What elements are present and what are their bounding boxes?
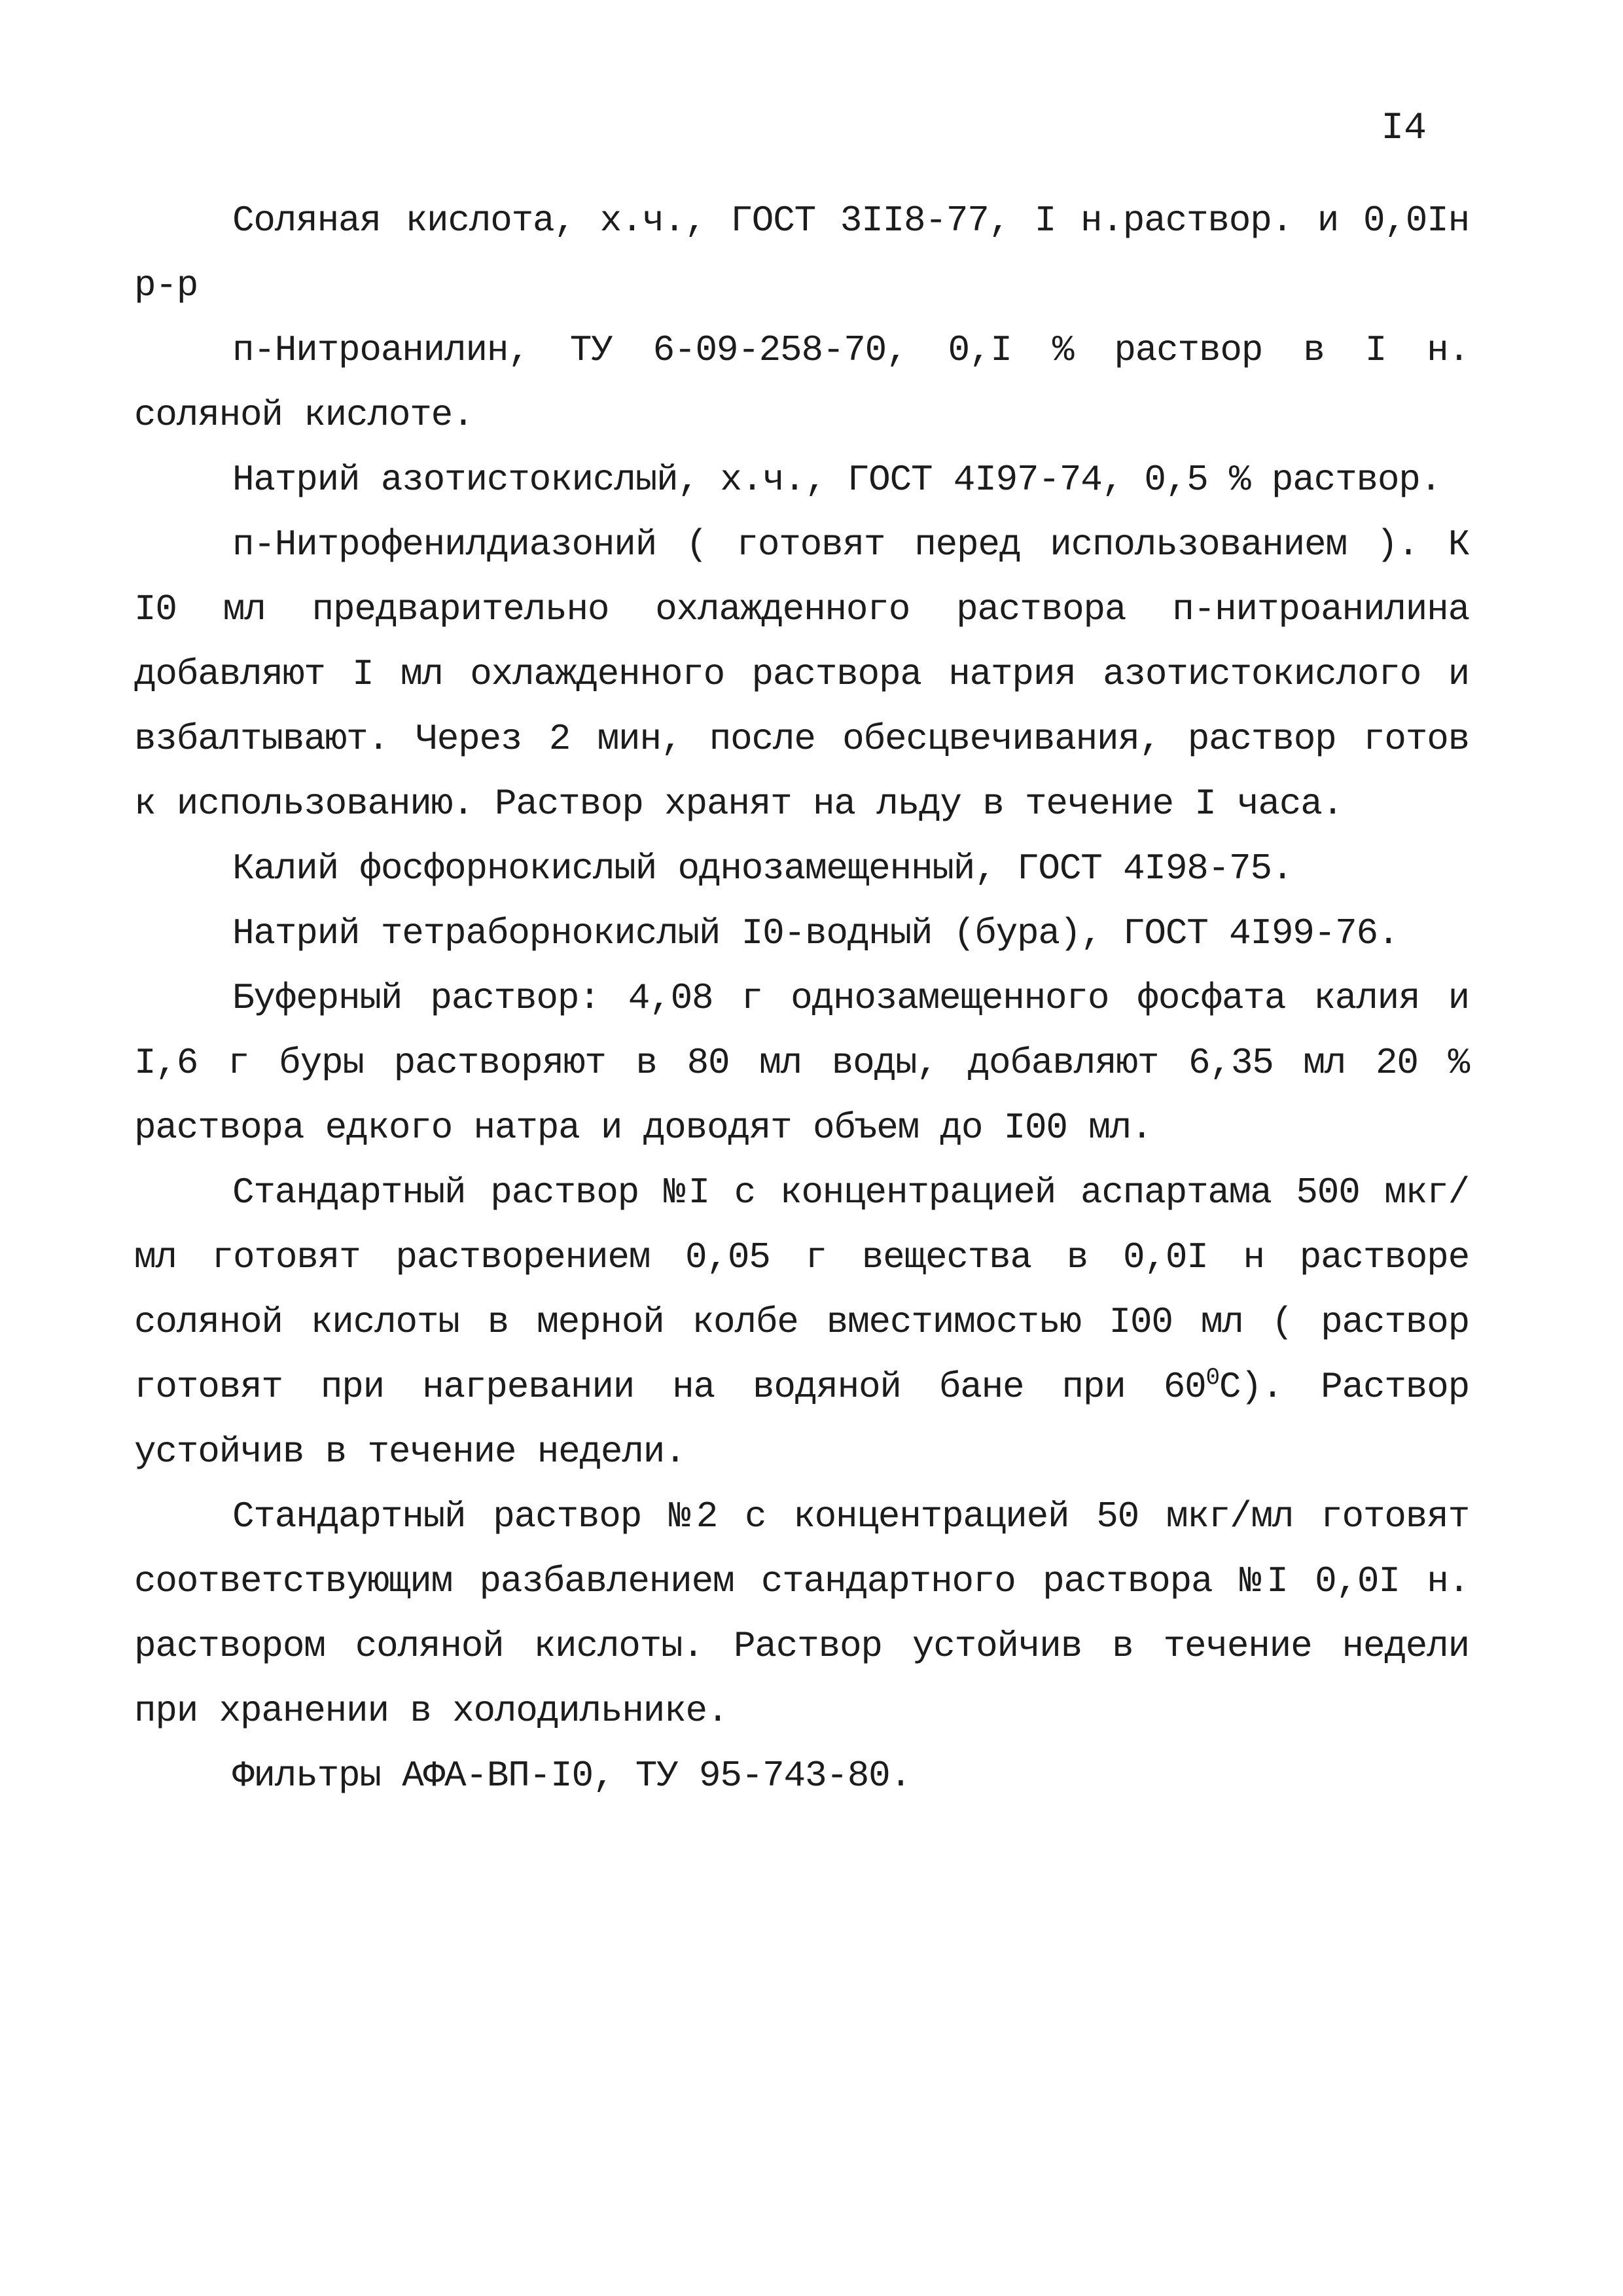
paragraph-nitroaniline: п-Нитроанилин, ТУ 6-09-258-70, 0,I % раствор в I н. соляной кислоте.	[134, 329, 1469, 436]
std1-text-after: С). Раствор устойчив в течение недели.	[134, 1366, 1469, 1473]
page-number: I4	[1381, 107, 1427, 150]
paragraph-filters: Фильтры АФА-ВП-I0, ТУ 95-743-80.	[232, 1755, 911, 1797]
paragraph-sodium-nitrite: Натрий азотистокислый, х.ч., ГОСТ 4I97-74, 0,5 % раствор.	[232, 459, 1442, 501]
paragraph-nitrophenyldiazonium: п-Нитрофенилдиазоний ( готовят перед использованием ). К I0 мл предварительно охлажденного раствора п-нитроанилина добавляют I мл охлажденного раствора натрия азотистокислого и взбалтывают. Через 2 мин, после обесцвечивания, раствор готов к использованию. Раствор хранят на льду в течение I часа.	[134, 524, 1469, 825]
document-body	[134, 188, 1469, 1808]
paragraph-buffer-solution: Буферный раствор: 4,08 г однозамещенного фосфата калия и I,6 г буры растворяют в 80 мл воды, добавляют 6,35 мл 20 % раствора едкого натра и доводят объем до I00 мл.	[134, 977, 1469, 1149]
paragraph-potassium-phosphate: Калий фосфорнокислый однозамещенный, ГОСТ 4I98-75.	[232, 848, 1293, 889]
paragraph-standard-solution-2: Стандартный раствор №2 с концентрацией 50 мкг/мл готовят соответствующим разбавлением стандартного раствора №I 0,0I н. раствором соляной кислоты. Раствор устойчив в течение недели при хранении в холодильнике.	[134, 1496, 1469, 1732]
degree-superscript: 0	[1205, 1364, 1219, 1391]
paragraph-borax: Натрий тетраборнокислый I0-водный (бура), ГОСТ 4I99-76.	[232, 912, 1399, 954]
paragraph-standard-solution-1	[134, 1160, 1469, 1484]
std1-text-before: Стандартный раствор №I с концентрацией аспартама 500 мкг/мл готовят растворением 0,05 г вещества в 0,0I н растворе соляной кислоты в мерной колбе вместимостью I00 мл ( раствор готовят при нагревании на водяной бане при 60	[134, 1172, 1469, 1408]
paragraph-hydrochloric-acid: Соляная кислота, х.ч., ГОСТ 3II8-77, I н.раствор. и 0,0Iн р-р	[134, 200, 1469, 306]
